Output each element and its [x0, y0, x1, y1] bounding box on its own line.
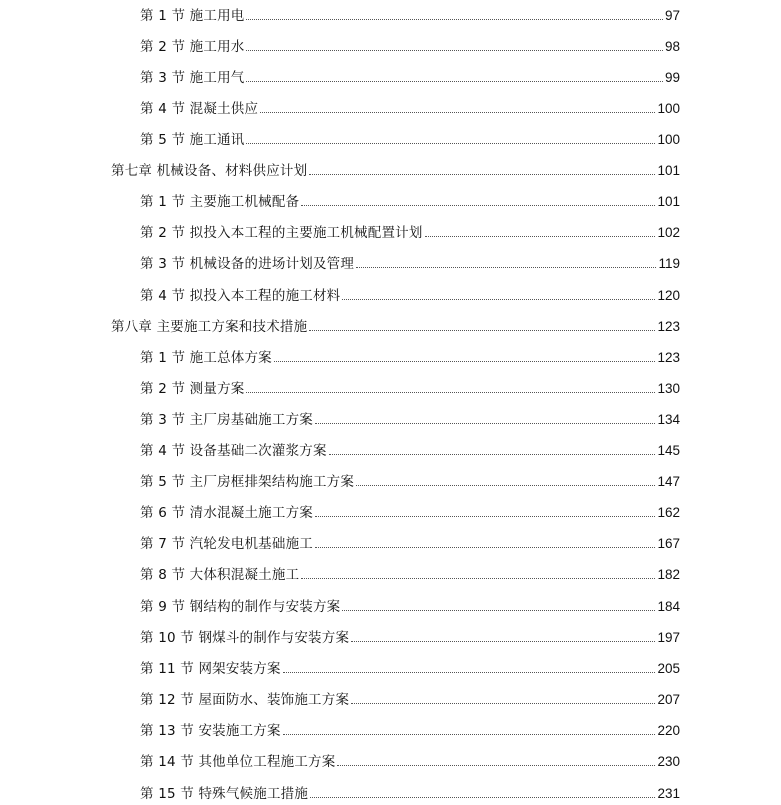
dot-leader	[342, 298, 655, 300]
toc-entry-page: 130	[657, 381, 680, 396]
toc-entry-page: 97	[664, 8, 680, 23]
toc-entry[interactable]	[140, 97, 680, 117]
dot-leader	[274, 360, 656, 362]
toc-entry-label: 第 3 节 主厂房基础施工方案	[140, 412, 313, 428]
dot-leader	[315, 515, 656, 517]
toc-entry[interactable]	[140, 221, 680, 241]
toc-entry-page: 184	[657, 599, 680, 614]
dot-leader	[301, 577, 655, 579]
toc-entry[interactable]	[140, 688, 680, 708]
toc-entry[interactable]	[140, 252, 680, 272]
toc-entry-label: 第 3 节 施工用气	[140, 70, 245, 86]
toc-entry-label: 第 14 节 其他单位工程施工方案	[140, 754, 336, 770]
toc-entry-page: 102	[657, 225, 680, 240]
toc-entry-page: 220	[657, 723, 680, 738]
toc-entry-page: 99	[664, 70, 680, 85]
toc-entry-page: 162	[657, 505, 680, 520]
toc-entry[interactable]	[140, 563, 680, 583]
toc-entry-page: 197	[657, 630, 680, 645]
toc-entry-label: 第 5 节 主厂房框排架结构施工方案	[140, 474, 355, 490]
toc-entry-page: 230	[657, 754, 680, 769]
toc-entry[interactable]	[140, 626, 680, 646]
dot-leader	[337, 764, 655, 766]
dot-leader	[246, 18, 663, 20]
dot-leader	[309, 329, 655, 331]
dot-leader	[246, 80, 663, 82]
toc-entry[interactable]	[140, 595, 680, 615]
toc-entry-label: 第 3 节 机械设备的进场计划及管理	[140, 256, 355, 272]
dot-leader	[246, 49, 663, 51]
toc-entry-page: 119	[658, 256, 680, 271]
dot-leader	[342, 609, 655, 611]
dot-leader	[310, 796, 655, 798]
toc-entry-label: 第 8 节 大体积混凝土施工	[140, 567, 300, 583]
toc-entry-page: 167	[657, 536, 680, 551]
toc-entry[interactable]	[140, 284, 680, 304]
dot-leader	[246, 142, 655, 144]
toc-entry-label: 第 4 节 混凝土供应	[140, 101, 259, 117]
toc-chapter-entry[interactable]	[111, 315, 680, 335]
dot-leader	[315, 422, 656, 424]
toc-entry[interactable]	[140, 750, 680, 770]
toc-entry[interactable]	[140, 501, 680, 521]
toc-entry-label: 第七章 机械设备、材料供应计划	[111, 163, 308, 179]
toc-entry-page: 134	[657, 412, 680, 427]
toc-entry[interactable]	[140, 470, 680, 490]
dot-leader	[329, 453, 656, 455]
toc-entry-page: 205	[657, 661, 680, 676]
toc-entry-label: 第 15 节 特殊气候施工措施	[140, 786, 309, 802]
toc-entry[interactable]	[140, 408, 680, 428]
toc-entry-page: 145	[657, 443, 680, 458]
toc-entry[interactable]	[140, 35, 680, 55]
toc-entry-page: 98	[664, 39, 680, 54]
toc-entry-page: 101	[657, 194, 680, 209]
toc-entry-label: 第 5 节 施工通讯	[140, 132, 245, 148]
dot-leader	[356, 266, 656, 268]
toc-entry-label: 第 1 节 施工总体方案	[140, 350, 272, 366]
dot-leader	[351, 702, 655, 704]
dot-leader	[309, 173, 655, 175]
toc-entry[interactable]	[140, 532, 680, 552]
dot-leader	[283, 733, 656, 735]
toc-entry-label: 第 13 节 安装施工方案	[140, 723, 281, 739]
toc-entry-page: 231	[657, 786, 680, 801]
toc-entry-label: 第 7 节 汽轮发电机基础施工	[140, 536, 313, 552]
toc-entry-page: 123	[657, 350, 680, 365]
toc-entry-page: 207	[657, 692, 680, 707]
toc-entry[interactable]	[140, 377, 680, 397]
toc-entry-label: 第 2 节 拟投入本工程的主要施工机械配置计划	[140, 225, 423, 241]
dot-leader	[356, 484, 655, 486]
toc-entry-page: 147	[657, 474, 680, 489]
toc-entry-label: 第 6 节 清水混凝土施工方案	[140, 505, 313, 521]
toc-entry[interactable]	[140, 782, 680, 802]
toc-entry-page: 182	[657, 567, 680, 582]
toc-entry-label: 第 1 节 施工用电	[140, 8, 245, 24]
dot-leader	[260, 111, 655, 113]
dot-leader	[425, 235, 656, 237]
toc-entry-label: 第 4 节 设备基础二次灌浆方案	[140, 443, 327, 459]
toc-entry[interactable]	[140, 439, 680, 459]
dot-leader	[246, 391, 655, 393]
toc-entry-label: 第 4 节 拟投入本工程的施工材料	[140, 288, 341, 304]
toc-entry-label: 第 2 节 测量方案	[140, 381, 245, 397]
toc-entry-label: 第 11 节 网架安装方案	[140, 661, 281, 677]
dot-leader	[301, 204, 655, 206]
toc-entry-page: 123	[657, 319, 680, 334]
toc-entry[interactable]	[140, 719, 680, 739]
toc-entry-page: 100	[657, 132, 680, 147]
toc-entry-page: 120	[657, 288, 680, 303]
toc-entry[interactable]	[140, 346, 680, 366]
toc-entry[interactable]	[140, 190, 680, 210]
dot-leader	[351, 640, 655, 642]
toc-chapter-entry[interactable]	[111, 159, 680, 179]
dot-leader	[283, 671, 656, 673]
toc-entry[interactable]	[140, 128, 680, 148]
toc-entry-label: 第 2 节 施工用水	[140, 39, 245, 55]
toc-entry-label: 第 9 节 钢结构的制作与安装方案	[140, 599, 341, 615]
toc-entry-label: 第 10 节 钢煤斗的制作与安装方案	[140, 630, 350, 646]
toc-entry-label: 第八章 主要施工方案和技术措施	[111, 319, 308, 335]
toc-entry[interactable]	[140, 4, 680, 24]
toc-entry[interactable]	[140, 66, 680, 86]
toc-entry-page: 100	[657, 101, 680, 116]
dot-leader	[315, 546, 656, 548]
toc-entry-label: 第 1 节 主要施工机械配备	[140, 194, 300, 210]
toc-entry-label: 第 12 节 屋面防水、装饰施工方案	[140, 692, 350, 708]
toc-entry-page: 101	[657, 163, 680, 178]
toc-entry[interactable]	[140, 657, 680, 677]
